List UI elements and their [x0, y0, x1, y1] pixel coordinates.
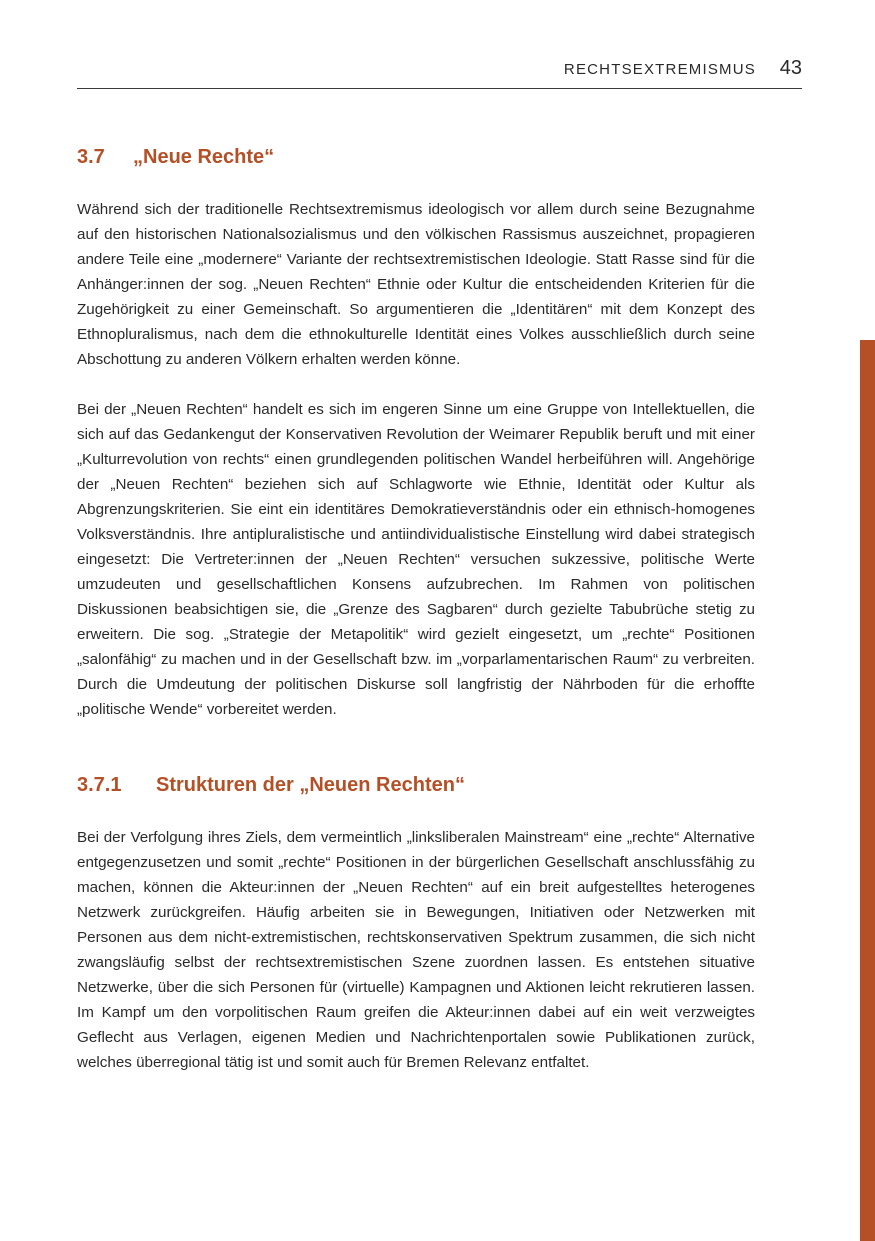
- subsection-paragraph-1: Bei der Verfolgung ihres Ziels, dem vermeintlich „linksliberalen Mainstream“ eine „rechte“ Alternative entgegenzusetzen und somit „rechte“ Positionen in der bürgerlichen Gesellschaft anschlussfähig zu machen, können die Akteur:innen der „Neuen Rechten“ auf ein breit aufgestelltes heterogenes Netzwerk zurückgreifen. Häufig arbeiten sie in Bewegungen, Initiativen oder Netzwerken mit Personen aus dem nicht-extremistischen, rechtskonservativen Spektrum zusammen, die sich nicht zwangsläufig selbst der rechtsextremistischen Szene zuordnen lassen. Es entstehen situative Netzwerke, über die sich Personen für (virtuelle) Kampagnen und Aktionen leicht rekrutieren lassen. Im Kampf um den vorpolitischen Raum greifen die Akteur:innen dabei auf ein weit verzweigtes Geflecht aus Verlagen, eigenen Medien und Nachrichtenportalen sowie Publikationen zurück, welches überregional tätig ist und somit auch für Bremen Relevanz entfaltet.: [77, 829, 755, 1071]
- section-heading: [77, 140, 755, 174]
- page-body: [77, 140, 755, 1075]
- subsection-number: 3.7.1: [77, 774, 122, 796]
- running-header: [77, 58, 802, 89]
- section-title: „Neue Rechte“: [133, 146, 275, 168]
- subsection-heading: [77, 768, 755, 802]
- chapter-color-bar: [860, 340, 875, 1241]
- subsection-title: Strukturen der „Neuen Rechten“: [156, 774, 465, 796]
- section-paragraph-1: Während sich der traditionelle Rechtsextremismus ideologisch vor allem durch seine Bezugnahme auf den historischen Nationalsozialismus und den völkischen Rassismus auszeichnet, propagieren andere Teile eine „modernere“ Variante der rechtsextremistischen Ideologie. Statt Rasse sind für die Anhänger:innen der sog. „Neuen Rechten“ Ethnie oder Kultur die entscheidenden Kriterien für die Zugehörigkeit zu einer Gemeinschaft. So argumentieren die „Identitären“ mit dem Konzept des Ethnopluralismus, nach dem die ethnokulturelle Identität eines Volkes ausschließlich durch seine Abschottung zu anderen Völkern erhalten werden könne.: [77, 201, 755, 368]
- running-header-title: RECHTSEXTREMISMUS: [563, 61, 756, 78]
- page-number: 43: [779, 57, 802, 79]
- section-paragraph-2: Bei der „Neuen Rechten“ handelt es sich im engeren Sinne um eine Gruppe von Intellektuellen, die sich auf das Gedankengut der Konservativen Revolution der Weimarer Republik beruft und mit einer „Kulturrevolution von rechts“ einen grundlegenden politischen Wandel herbeiführen will. Angehörige der „Neuen Rechten“ beziehen sich auf Schlagworte wie Ethnie, Identität oder Kultur als Abgrenzungskriterien. Sie eint ein identitäres Demokratieverständnis oder ein ethnisch-homogenes Volksverständnis. Ihre antipluralistische und antiindividualistische Einstellung wird dabei strategisch eingesetzt: Die Vertreter:innen der „Neuen Rechten“ versuchen sukzessive, politische Werte umzudeuten und gesellschaftlichen Konsens aufzubrechen. Im Rahmen von politischen Diskussionen beabsichtigen sie, die „Grenze des Sagbaren“ durch gezielte Tabubrüche stetig zu erweitern. Die sog. „Strategie der Metapolitik“ wird gezielt eingesetzt, um „rechte“ Positionen „salonfähig“ zu machen und in der Gesellschaft bzw. im „vorparlamentarischen Raum“ zu verbreiten. Durch die Umdeutung der politischen Diskurse soll langfristig der Nährboden für die erhoffte „politische Wende“ vorbereitet werden.: [77, 401, 755, 718]
- section-number: 3.7: [77, 146, 105, 168]
